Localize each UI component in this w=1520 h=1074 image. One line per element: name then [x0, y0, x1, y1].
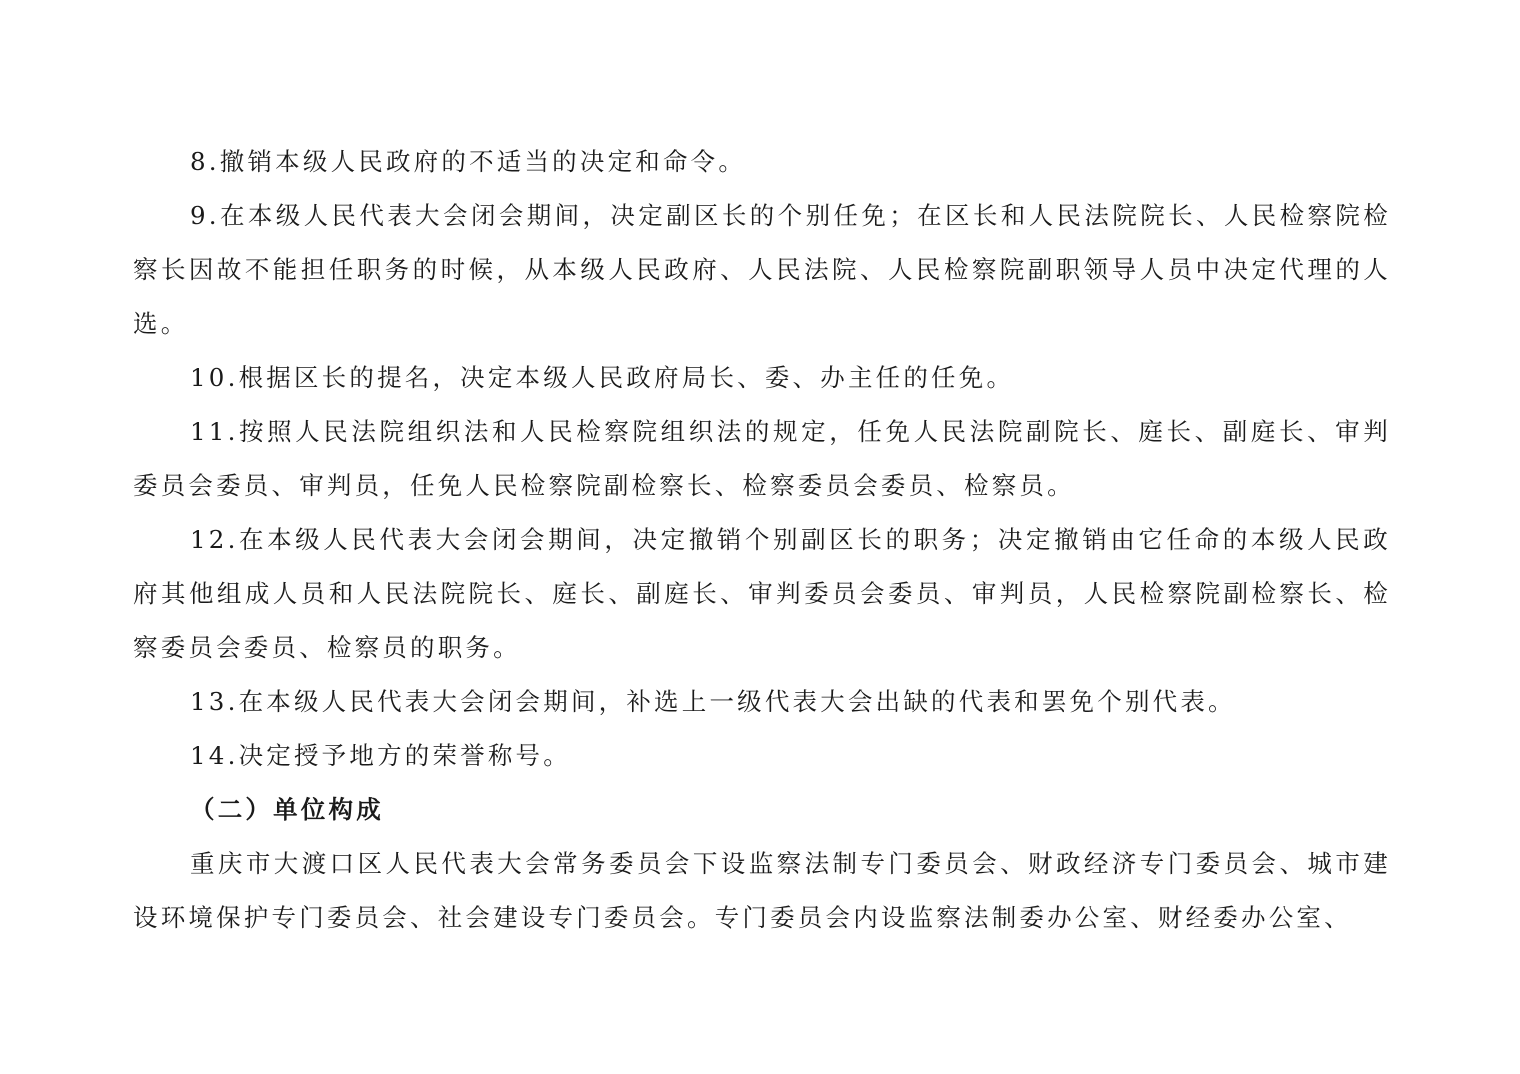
- document-body: [133, 135, 1391, 945]
- paragraph-item-12: 12.在本级人民代表大会闭会期间，决定撤销个别副区长的职务；决定撤销由它任命的本级人民政府其他组成人员和人民法院院长、庭长、副庭长、审判委员会委员、审判员，人民检察院副检察长、检察委员会委员、检察员的职务。: [133, 525, 1391, 662]
- paragraph-item-13: 13.在本级人民代表大会闭会期间，补选上一级代表大会出缺的代表和罢免个别代表。: [190, 687, 1236, 716]
- paragraph-item-11: 11.按照人民法院组织法和人民检察院组织法的规定，任免人民法院副院长、庭长、副庭长、审判委员会委员、审判员，任免人民检察院副检察长、检察委员会委员、检察员。: [133, 417, 1391, 500]
- paragraph-item-10: 10.根据区长的提名，决定本级人民政府局长、委、办主任的任免。: [190, 363, 1015, 392]
- closing-paragraph: 重庆市大渡口区人民代表大会常务委员会下设监察法制专门委员会、财政经济专门委员会、城市建设环境保护专门委员会、社会建设专门委员会。专门委员会内设监察法制委办公室、财经委办公室、: [133, 849, 1391, 932]
- paragraph-item-14: 14.决定授予地方的荣誉称号。: [190, 741, 571, 770]
- paragraph-item-8: 8.撤销本级人民政府的不适当的决定和命令。: [190, 147, 747, 176]
- paragraph-item-9: 9.在本级人民代表大会闭会期间，决定副区长的个别任免；在区长和人民法院院长、人民检察院检察长因故不能担任职务的时候，从本级人民政府、人民法院、人民检察院副职领导人员中决定代理的人选。: [133, 201, 1391, 338]
- section-heading: （二）单位构成: [190, 795, 384, 824]
